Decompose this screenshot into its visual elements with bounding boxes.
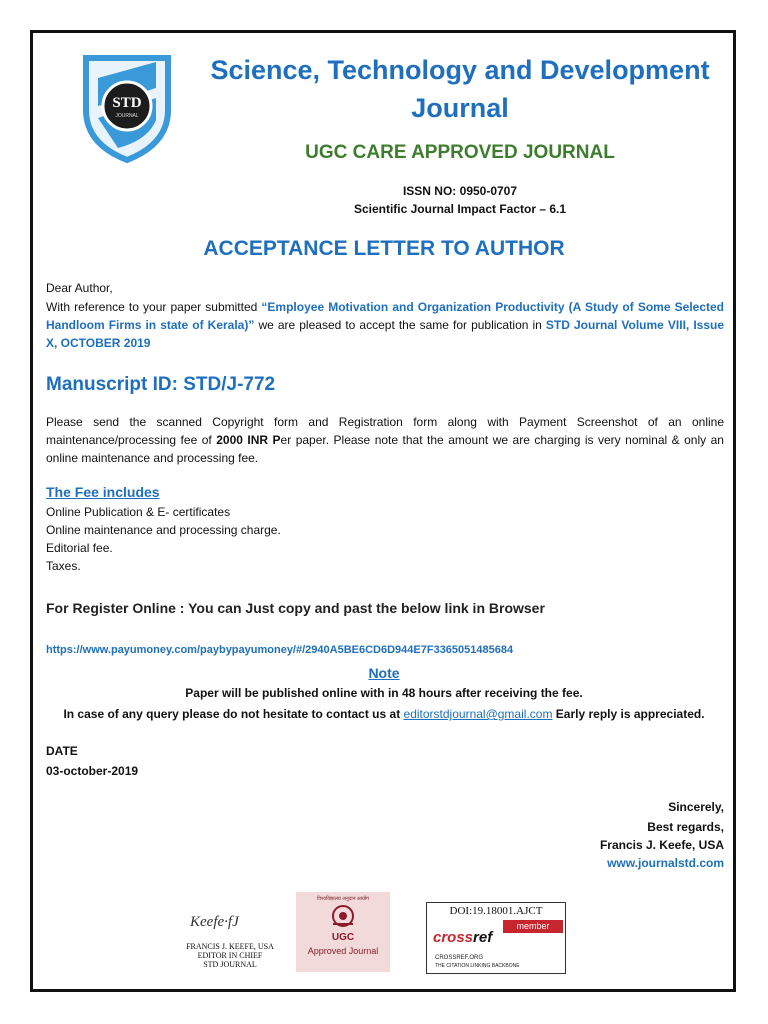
ugc-approved-badge [296, 892, 390, 972]
ref-prefix: With reference to your paper submitted [46, 300, 258, 314]
ugc-approved-text: Approved Journal [307, 946, 379, 956]
ugc-hindi-text: विश्वविद्यालय अनुदान आयोग [316, 896, 369, 902]
fee-item: Online maintenance and processing charge. [46, 523, 281, 537]
register-online-text: For Register Online : You can Just copy and past the below link in Browser [46, 600, 545, 616]
crossref-logo-a: cross [433, 929, 474, 946]
instructions-part1: Please send the scanned Copyright form and Registration form along with Payment Screenshot of an online maintenance/processing fee of [46, 415, 724, 447]
letter-heading: ACCEPTANCE LETTER TO AUTHOR [203, 237, 565, 260]
journal-title-line1: Science, Technology and Development [210, 55, 710, 85]
crossref-badge [426, 902, 566, 974]
note-line2-suffix: Early reply is appreciated. [555, 707, 705, 721]
crossref-member-tag: member [503, 920, 563, 933]
logo-subtext: JOURNAL [115, 113, 139, 119]
fee-item: Editorial fee. [46, 541, 113, 555]
crossref-logo-b: ref [473, 929, 493, 946]
note-line2-prefix: In case of any query please do not hesitate to contact us at [63, 707, 401, 721]
closing-regards: Best regards, [647, 820, 724, 834]
note-line1: Paper will be published online with in 48 hours after receiving the fee. [185, 686, 583, 700]
publication-issue: STD Journal Volume VIII, Issue X, OCTOBER 2019 [46, 318, 724, 350]
note-line2 [40, 707, 728, 721]
contact-email-link[interactable]: editorstdjournal@gmail.com [403, 707, 553, 721]
fee-amount: 2000 INR P [216, 433, 281, 447]
ugc-care-label: UGC CARE APPROVED JOURNAL [305, 142, 615, 163]
editor-signature [190, 914, 270, 940]
journal-logo [78, 48, 176, 164]
ref-middle: we are pleased to accept the same for publication in [258, 318, 542, 332]
salutation: Dear Author, [46, 281, 113, 295]
ugc-label: UGC [331, 932, 355, 943]
fee-item: Taxes. [46, 559, 81, 573]
note-heading: Note [368, 665, 400, 681]
signature-title2: STD JOURNAL [203, 960, 257, 969]
journal-title-line2: Journal [411, 93, 509, 123]
manuscript-id: Manuscript ID: STD/J-772 [46, 374, 276, 395]
website-link[interactable]: www.journalstd.com [607, 856, 724, 870]
doi-text: DOI:19.18001.AJCT [449, 905, 543, 917]
date-value: 03-october-2019 [46, 764, 139, 778]
crossref-tagline: THE CITATION LINKING BACKBONE [435, 963, 520, 969]
issn-block [300, 182, 620, 218]
closing-name: Francis J. Keefe, USA [599, 838, 724, 852]
reference-paragraph [46, 298, 724, 352]
paper-title: “Employee Motivation and Organization Productivity (A Study of Some Selected Handloom Firms in state of Kerala)” [46, 300, 724, 332]
date-label: DATE [46, 744, 78, 758]
fee-includes-heading: The Fee includes [46, 484, 160, 500]
signature-name: FRANCIS J. KEEFE, USA [186, 942, 274, 951]
signature-title1: EDITOR IN CHIEF [197, 951, 263, 960]
instructions-paragraph [46, 413, 724, 467]
closing-sincerely: Sincerely, [668, 800, 724, 814]
logo-text: STD [112, 95, 142, 111]
signature-script: Keefe·fJ [190, 914, 239, 930]
issn-number: ISSN NO: 0950-0707 [402, 184, 518, 198]
fee-list [46, 503, 281, 575]
ugc-emblem-icon [327, 904, 359, 928]
crossref-logo [433, 929, 492, 946]
impact-factor: Scientific Journal Impact Factor – 6.1 [353, 202, 567, 216]
signature-caption [170, 942, 290, 969]
crossref-org: CROSSREF.ORG [435, 955, 484, 961]
instructions-part2: er paper. Please note that the amount we are charging is very nominal & only an online maintenance and processing fee. [46, 433, 724, 465]
payment-link[interactable]: https://www.payumoney.com/paybypayumoney/#/2940A5BE6CD6D944E7F3365051485684 [46, 644, 514, 656]
fee-item: Online Publication & E- certificates [46, 505, 231, 519]
